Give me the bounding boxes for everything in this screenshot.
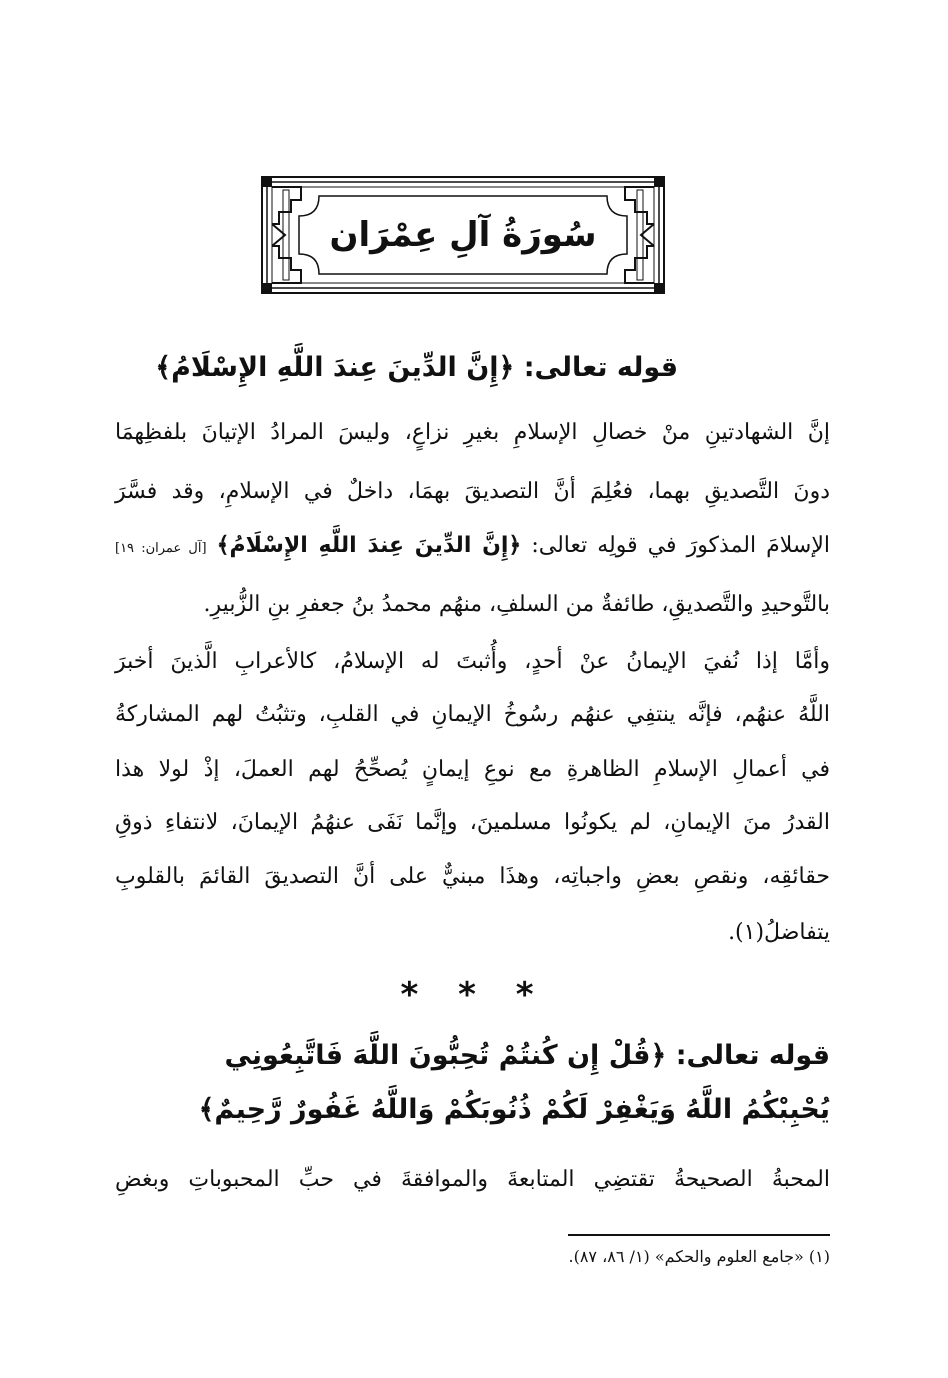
section-3-heading-line-2: يُحْبِبْكُمُ اللَّهُ وَيَغْفِرْ لَكُمْ ذُنُوبَكُمْ وَاللَّهُ غَفُورٌ رَّحِيمٌ﴾ <box>198 1094 830 1125</box>
body-line: اللَّهُ عنهُم، فإنَّه ينتفِي عنهُم رسُوخُ الإيمانِ في القلبِ، وتثبُتُ لهم المشاركةُ <box>115 702 830 727</box>
footnote: (١) «جامع العلوم والحكم» (١/ ٨٦، ٨٧). <box>568 1247 830 1266</box>
body-line: القدرُ منَ الإيمانِ، لم يكونُوا مسلمينَ، وإنَّما نَفَى عنهُمُ الإيمانَ، لانتفاءِ ذوقِ <box>115 810 830 835</box>
section-1-heading: قوله تعالى: ﴿إِنَّ الدِّينَ عِندَ اللَّهِ الإِسْلَامُ﴾ <box>155 352 678 383</box>
surah-title: سُورَةُ آلِ عِمْرَان <box>329 215 597 255</box>
body-line: إنَّ الشهادتينِ منْ خصالِ الإسلامِ بغيرِ نزاعٍ، وليسَ المرادُ الإتيانَ بلفظِهمَا <box>115 420 830 445</box>
inline-verse-quote: ﴿إِنَّ الدِّينَ عِندَ اللَّهِ الإِسْلَامُ﴾ <box>216 533 522 558</box>
body-line-text: الإسلامَ المذكورَ في قولِه تعالى: <box>531 533 830 558</box>
body-line: وأمَّا إذا نُفيَ الإيمانُ عنْ أحدٍ، وأُثبتَ له الإسلامُ، كالأعرابِ الَّذينَ أخبرَ <box>115 649 830 674</box>
body-line: يتفاضلُ(١). <box>728 920 830 945</box>
body-line: بالتَّوحيدِ والتَّصديقِ، طائفةٌ من السلفِ، منهُم محمدُ بنُ جعفرِ بنِ الزُّبيرِ. <box>203 592 830 617</box>
section-separator: * * * <box>400 975 548 1015</box>
body-line: حقائقِه، ونقصِ بعضِ واجباتِه، وهذَا مبنيٌّ على أنَّ التصديقَ القائمَ بالقلوبِ <box>115 864 830 889</box>
body-line: في أعمالِ الإسلامِ الظاهرةِ مع نوعِ إيمانٍ يُصحِّحُ لهم العملَ، إذْ لولا هذا <box>115 757 830 782</box>
body-line-with-verse <box>115 531 830 564</box>
body-line: المحبةُ الصحيحةُ تقتضِي المتابعةَ والموافقةَ في حبِّ المحبوباتِ وبغضِ <box>115 1167 830 1192</box>
body-line: دونَ التَّصديقِ بهما، فعُلِمَ أنَّ التصديقَ بهمَا، داخلٌ في الإسلامِ، وقد فسَّرَ <box>115 479 830 504</box>
footnote-divider <box>568 1234 830 1236</box>
verse-reference: [آل عمران: ١٩] <box>115 541 207 556</box>
section-3-heading-line-1: قوله تعالى: ﴿قُلْ إِن كُنتُمْ تُحِبُّونَ اللَّهَ فَاتَّبِعُونِي <box>224 1040 830 1071</box>
surah-title-frame <box>261 176 665 294</box>
